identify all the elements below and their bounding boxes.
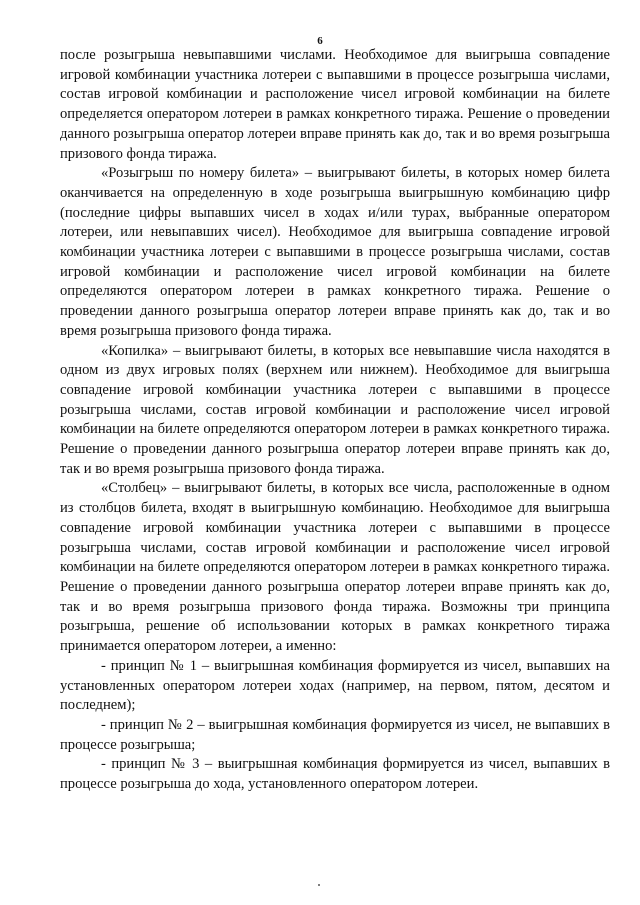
paragraph-kopilka-draw: «Копилка» – выигрывают билеты, в которых все невыпавшие числа находятся в одном из двух игровых полях (верхнем или нижнем). Необходимое для выигрыша совпадение игровой комбинации участника лотереи с выпавшими в процессе розыгрыша числами, состав игровой комбинации и расположение чисел игровой комбинации на билете определяются оператором лотереи в рамках конкретного тиража. Решение о проведении данного розыгрыша оператор лотереи вправе принять как до, так и во время розыгрыша призового фонда тиража. <box>60 342 610 477</box>
page-number: 6 <box>317 35 323 47</box>
paragraph-continuation: после розыгрыша невыпавшими числами. Необходимое для выигрыша совпадение игровой комбинации участника лотереи с выпавшими в процессе розыгрыша числами, состав игровой комбинации и расположение чисел игровой комбинации на билете определяется оператором лотереи в рамках конкретного тиража. Решение о проведении данного розыгрыша оператор лотереи вправе принять как до, так и во время розыгрыша призового фонда тиража. <box>60 47 610 162</box>
paragraph-ticket-number-draw: «Розыгрыш по номеру билета» – выигрывают билеты, в которых номер билета оканчивается на определенную в ходе розыгрыша выигрышную комбинацию цифр (последние цифры выпавших чисел в ходах и/или турах, выбранные оператором лотереи, или невыпавших чисел). Необходимое для выигрыша совпадение игровой комбинации участника лотереи с выпавшими в процессе розыгрыша числами, состав игровой комбинации и расположение чисел игровой комбинации на билете определяются оператором лотереи в рамках конкретного тиража. Решение о проведении данного розыгрыша оператор лотереи вправе принять как до, так и во время розыгрыша призового фонда тиража. <box>60 165 610 339</box>
paragraph-principle-3: - принцип № 3 – выигрышная комбинация формируется из чисел, выпавших в процессе розыгрыша до хода, установленного оператором лотереи. <box>60 756 610 793</box>
paragraph-principle-1: - принцип № 1 – выигрышная комбинация формируется из чисел, выпавших на установленных оператором лотереи ходах (например, на первом, пятом, десятом и последнем); <box>60 657 610 714</box>
scan-speck <box>318 884 320 886</box>
paragraph-stolbets-draw: «Столбец» – выигрывают билеты, в которых все числа, расположенные в одном из столбцов билета, входят в выигрышную комбинацию. Необходимое для выигрыша совпадение игровой комбинации участника лотереи с выпавшими в процессе розыгрыша числами, состав игровой комбинации и расположение чисел игровой комбинации на билете определяются оператором лотереи в рамках конкретного тиража. Решение о проведении данного розыгрыша оператор лотереи вправе принять как до, так и во время розыгрыша призового фонда тиража. Возможны три принципа розыгрыша, решение об использовании которых в рамках конкретного тиража принимается оператором лотереи, а именно: <box>60 480 610 655</box>
paragraph-principle-2: - принцип № 2 – выигрышная комбинация формируется из чисел, не выпавших в процессе розыгрыша; <box>60 716 610 753</box>
document-body <box>60 46 610 795</box>
